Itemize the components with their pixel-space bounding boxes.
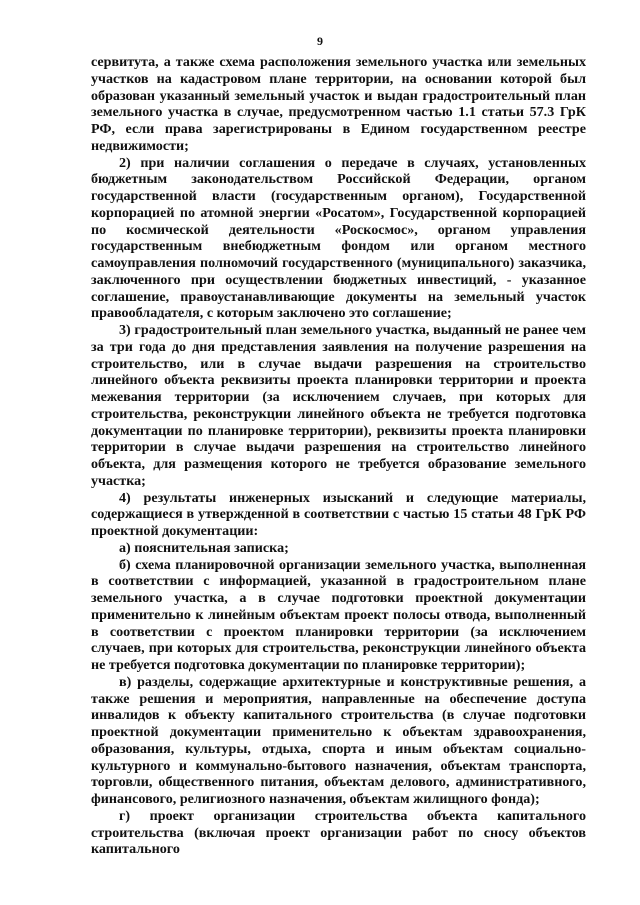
paragraph-continuation: сервитута, а также схема расположения земельного участка или земельных участков на кадастровом плане территории, на основании которой был образован указанный земельный участок и выдан градостроительный план земельного участка в случае, предусмотренном частью 1.1 статьи 57.3 ГрК РФ, если права зарегистрированы в Едином государственном реестре недвижимости; [91, 54, 586, 154]
paragraph-subitem-b: б) схема планировочной организации земельного участка, выполненная в соответствии с информацией, указанной в градостроительном плане земельного участка, а в случае подготовки проектной документации применительно к линейным объектам проект полосы отвода, выполненный в соответствии с проектом планировки территории (за исключением случаев, при которых для строительства, реконструкции линейного объекта не требуется подготовка документации по планировке территории); [91, 556, 586, 673]
paragraph-item-4: 4) результаты инженерных изысканий и следующие материалы, содержащиеся в утвержденной в соответствии с частью 15 статьи 48 ГрК РФ проектной документации: [91, 489, 586, 539]
page-number: 9 [317, 34, 323, 48]
paragraph-item-2: 2) при наличии соглашения о передаче в случаях, установленных бюджетным законодательством Российской Федерации, органом государственной власти (государственным органом), Государственной корпорацией по атомной энергии «Росатом», Государственной корпорацией по космической деятельности «Роскосмос», органом управления государственным внебюджетным фондом или органом местного самоуправления полномочий государственного (муниципального) заказчика, заключенного при осуществлении бюджетных инвестиций, - указанное соглашение, правоустанавливающие документы на земельный участок правообладателя, с которым заключено это соглашение; [91, 154, 586, 322]
paragraph-subitem-v: в) разделы, содержащие архитектурные и конструктивные решения, а также решения и мероприятия, направленные на обеспечение доступа инвалидов к объекту капитального строительства (в случае подготовки проектной документации применительно к объектам здравоохранения, образования, культуры, отдыха, спорта и иным объектам социально-культурного и коммунально-бытового назначения, объектам транспорта, торговли, общественного питания, объектам делового, административного, финансового, религиозного назначения, объектам жилищного фонда); [91, 673, 586, 807]
paragraph-subitem-g: г) проект организации строительства объекта капитального строительства (включая проект организации работ по сносу объектов капитального [91, 807, 586, 858]
paragraph-subitem-a: а) пояснительная записка; [119, 539, 289, 556]
paragraph-item-3: 3) градостроительный план земельного участка, выданный не ранее чем за три года до дня представления заявления на получение разрешения на строительство, или в случае выдачи разрешения на строительство линейного объекта реквизиты проекта планировки территории и проекта межевания территории (за исключением случаев, при которых для строительства, реконструкции линейного объекта не требуется подготовка документации по планировке территории), реквизиты проекта планировки территории в случае выдачи разрешения на строительство линейного объекта, для размещения которого не требуется образование земельного участка; [91, 322, 586, 489]
document-body [91, 54, 586, 858]
